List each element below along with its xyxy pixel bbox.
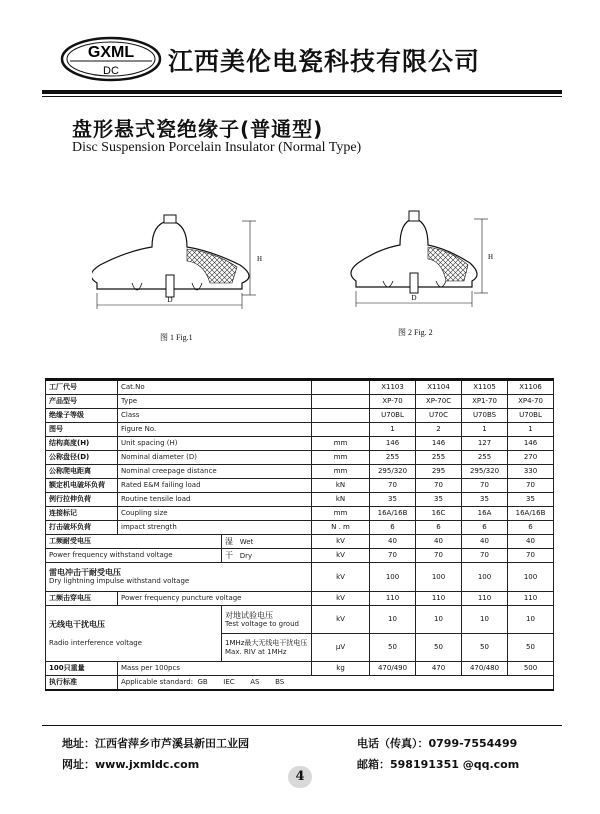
pf-label-cn: 工频耐受电压 xyxy=(46,535,222,549)
table-cell: 146 xyxy=(370,437,416,451)
table-cell: 50 xyxy=(462,634,508,662)
table-row xyxy=(46,409,554,423)
table-cell: 1 xyxy=(508,423,554,437)
fig2-dim-d: D xyxy=(411,294,417,302)
table-row-pf-dry xyxy=(46,549,554,563)
table-row xyxy=(46,521,554,535)
row-unit: mm xyxy=(312,437,370,451)
standard-label-cn: 执行标准 xyxy=(46,676,118,691)
row-label-cn: 连接标记 xyxy=(46,507,118,521)
table-cell: 2 xyxy=(416,423,462,437)
fig1-dim-h: H xyxy=(257,255,263,263)
table-cell: 16A/16B xyxy=(508,507,554,521)
row-label-cn: 额定机电破坏负荷 xyxy=(46,479,118,493)
table-cell: 35 xyxy=(370,493,416,507)
table-row xyxy=(46,451,554,465)
table-cell: 255 xyxy=(416,451,462,465)
table-cell: 1 xyxy=(370,423,416,437)
table-cell: 100 xyxy=(416,563,462,592)
logo-bottom-text: DC xyxy=(103,65,119,77)
table-cell: 40 xyxy=(370,535,416,549)
table-cell: 127 xyxy=(462,437,508,451)
table-cell: 40 xyxy=(462,535,508,549)
table-cell: XP4-70 xyxy=(508,395,554,409)
lightning-label: 雷电冲击干耐受电压 Dry lightning impulse withstand voltage xyxy=(46,563,312,592)
riv-test-label: 对地试验电压 Test voltage to groud xyxy=(222,606,312,634)
company-logo xyxy=(60,36,162,82)
table-cell: 10 xyxy=(370,606,416,634)
table-cell: 470/480 xyxy=(462,662,508,676)
table-cell: 70 xyxy=(416,549,462,563)
header-rule-thick xyxy=(42,90,562,94)
puncture-label-cn: 工频击穿电压 xyxy=(46,592,118,606)
table-cell: 16A xyxy=(462,507,508,521)
footer-website[interactable]: 网址：www.jxmldc.com xyxy=(62,758,200,771)
table-cell: U70BL xyxy=(508,409,554,423)
fig1-dim-d: D xyxy=(167,296,173,304)
row-label-cn: 绝缘子等级 xyxy=(46,409,118,423)
row-unit: mm xyxy=(312,465,370,479)
riv-test-unit: kV xyxy=(312,606,370,634)
row-unit: N . m xyxy=(312,521,370,535)
table-cell: 50 xyxy=(416,634,462,662)
table-cell: 10 xyxy=(508,606,554,634)
logo-top-text: GXML xyxy=(87,44,135,61)
row-unit: mm xyxy=(312,451,370,465)
row-label-en: Nominal diameter (D) xyxy=(118,451,312,465)
lightning-unit: kV xyxy=(312,563,370,592)
table-cell: 70 xyxy=(370,479,416,493)
pf-dry-label: 干 Dry xyxy=(222,549,312,563)
header-rule-thin xyxy=(42,96,562,97)
row-label-cn: 例行拉伸负荷 xyxy=(46,493,118,507)
table-cell: 100 xyxy=(370,563,416,592)
table-cell: X1103 xyxy=(370,380,416,395)
row-label-cn: 公称盘径(D) xyxy=(46,451,118,465)
riv-max-unit: μV xyxy=(312,634,370,662)
figure-1-drawing xyxy=(92,205,267,325)
table-row-pf-wet xyxy=(46,535,554,549)
standard-values: Applicable standard: GB IEC AS BS xyxy=(118,676,554,691)
table-cell: 146 xyxy=(416,437,462,451)
table-cell: 70 xyxy=(508,549,554,563)
table-row xyxy=(46,507,554,521)
table-cell: 70 xyxy=(462,549,508,563)
figure-2-drawing xyxy=(348,205,498,323)
page-number: 4 xyxy=(288,766,312,788)
table-cell: 50 xyxy=(370,634,416,662)
table-cell: 35 xyxy=(416,493,462,507)
row-unit xyxy=(312,395,370,409)
mass-label-en: Mass per 100pcs xyxy=(118,662,312,676)
row-unit xyxy=(312,380,370,395)
figure-2-caption: 图 2 Fig. 2 xyxy=(398,328,433,337)
table-cell: 70 xyxy=(370,549,416,563)
table-cell: 50 xyxy=(508,634,554,662)
table-cell: 70 xyxy=(462,479,508,493)
mass-unit: kg xyxy=(312,662,370,676)
table-cell: XP-70C xyxy=(416,395,462,409)
table-cell: 35 xyxy=(462,493,508,507)
puncture-label-en: Power frequency puncture voltage xyxy=(118,592,312,606)
table-cell: U70BS xyxy=(462,409,508,423)
company-name: 江西美伦电瓷科技有限公司 xyxy=(168,47,481,76)
table-row-lightning xyxy=(46,563,554,592)
table-row xyxy=(46,423,554,437)
table-cell: 40 xyxy=(416,535,462,549)
table-row xyxy=(46,395,554,409)
row-label-cn: 工厂代号 xyxy=(46,380,118,395)
table-cell: 500 xyxy=(508,662,554,676)
pf-wet-unit: kV xyxy=(312,535,370,549)
table-cell: 10 xyxy=(462,606,508,634)
row-label-en: Type xyxy=(118,395,312,409)
table-cell: X1105 xyxy=(462,380,508,395)
puncture-unit: kV xyxy=(312,592,370,606)
row-label-cn: 结构高度(H) xyxy=(46,437,118,451)
table-cell: 70 xyxy=(416,479,462,493)
table-row xyxy=(46,465,554,479)
title-chinese: 盘形悬式瓷绝缘子(普通型) xyxy=(72,117,324,141)
footer-tel: 电话（传真）：0799-7554499 xyxy=(357,737,518,750)
row-label-en: Rated E&M failing load xyxy=(118,479,312,493)
footer-rule xyxy=(42,725,562,726)
table-cell: 270 xyxy=(508,451,554,465)
table-cell: 6 xyxy=(416,521,462,535)
title-english: Disc Suspension Porcelain Insulator (Normal Type) xyxy=(72,140,362,155)
row-label-en: Coupling size xyxy=(118,507,312,521)
table-row-riv-test xyxy=(46,606,554,634)
table-cell: 16C xyxy=(416,507,462,521)
table-cell: 110 xyxy=(508,592,554,606)
row-label-cn: 公称爬电距离 xyxy=(46,465,118,479)
table-cell: XP1-70 xyxy=(462,395,508,409)
row-unit xyxy=(312,423,370,437)
table-cell: 16A/16B xyxy=(370,507,416,521)
table-row-standard xyxy=(46,676,554,691)
pf-wet-label: 湿 Wet xyxy=(222,535,312,549)
table-cell: 295/320 xyxy=(370,465,416,479)
row-label-en: impact strength xyxy=(118,521,312,535)
row-unit: kN xyxy=(312,493,370,507)
table-cell: 110 xyxy=(462,592,508,606)
table-cell: 146 xyxy=(508,437,554,451)
table-cell: 40 xyxy=(508,535,554,549)
table-row-mass xyxy=(46,662,554,676)
table-cell: 470/490 xyxy=(370,662,416,676)
row-label-en: Routine tensile load xyxy=(118,493,312,507)
figure-1-caption: 图 1 Fig.1 xyxy=(160,333,193,342)
fig2-dim-h: H xyxy=(488,253,494,261)
table-cell: 295 xyxy=(416,465,462,479)
riv-max-label: 1MHz最大无线电干扰电压 Max. RIV at 1MHz xyxy=(222,634,312,662)
table-cell: U70BL xyxy=(370,409,416,423)
table-row xyxy=(46,493,554,507)
table-cell: 35 xyxy=(508,493,554,507)
row-unit: mm xyxy=(312,507,370,521)
specification-table xyxy=(45,378,554,691)
pf-dry-unit: kV xyxy=(312,549,370,563)
table-cell: 330 xyxy=(508,465,554,479)
page-header xyxy=(0,0,600,95)
row-label-cn: 产品型号 xyxy=(46,395,118,409)
table-cell: X1106 xyxy=(508,380,554,395)
table-row-puncture xyxy=(46,592,554,606)
row-label-en: Nominal creepage distance xyxy=(118,465,312,479)
table-row xyxy=(46,437,554,451)
table-cell: 255 xyxy=(370,451,416,465)
row-label-en: Unit spacing (H) xyxy=(118,437,312,451)
table-cell: 470 xyxy=(416,662,462,676)
table-cell: 110 xyxy=(416,592,462,606)
footer-address: 地址：江西省萍乡市芦溪县新田工业园 xyxy=(62,737,249,750)
riv-label: 无线电干扰电压 Radio interference voltage xyxy=(46,606,222,662)
row-label-en: Cat.No xyxy=(118,380,312,395)
table-cell: XP-70 xyxy=(370,395,416,409)
row-label-en: Class xyxy=(118,409,312,423)
row-unit: kN xyxy=(312,479,370,493)
table-cell: 100 xyxy=(508,563,554,592)
table-cell: 100 xyxy=(462,563,508,592)
pf-label-en: Power frequency withstand voltage xyxy=(46,549,222,563)
table-cell: 6 xyxy=(462,521,508,535)
footer-email[interactable]: 邮箱：598191351 @qq.com xyxy=(357,758,520,771)
table-cell: 1 xyxy=(462,423,508,437)
table-cell: 110 xyxy=(370,592,416,606)
row-label-en: Figure No. xyxy=(118,423,312,437)
table-cell: U70C xyxy=(416,409,462,423)
table-cell: 6 xyxy=(508,521,554,535)
table-cell: 10 xyxy=(416,606,462,634)
table-cell: 70 xyxy=(508,479,554,493)
table-cell: 255 xyxy=(462,451,508,465)
table-cell: X1104 xyxy=(416,380,462,395)
table-row xyxy=(46,479,554,493)
row-unit xyxy=(312,409,370,423)
table-row xyxy=(46,380,554,395)
row-label-cn: 图号 xyxy=(46,423,118,437)
table-cell: 295/320 xyxy=(462,465,508,479)
mass-label-cn: 100只重量 xyxy=(46,662,118,676)
table-cell: 6 xyxy=(370,521,416,535)
row-label-cn: 打击破坏负荷 xyxy=(46,521,118,535)
